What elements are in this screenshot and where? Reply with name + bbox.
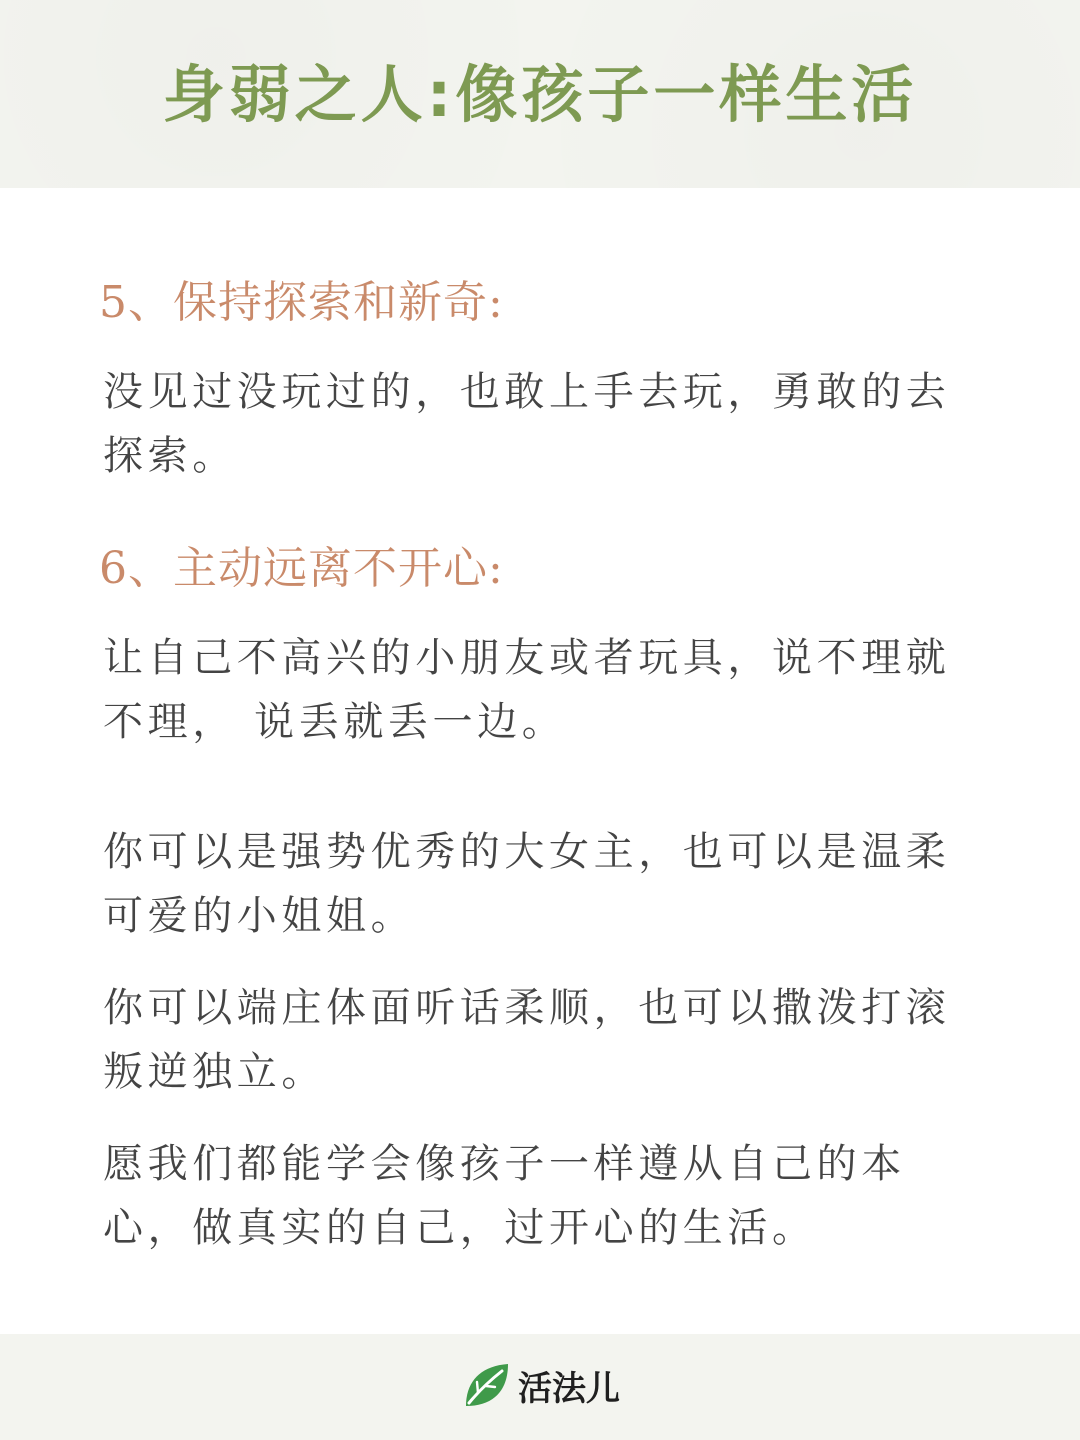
brand-logo bbox=[462, 1357, 620, 1413]
closing-paragraph-2: 你可以端庄体面听话柔顺，也可以撒泼打滚叛逆独立。 bbox=[103, 985, 951, 1095]
section-heading-5: 5、保持探索和新奇: bbox=[99, 277, 504, 328]
leaf-icon bbox=[462, 1360, 512, 1410]
footer-band bbox=[0, 1334, 1080, 1440]
section-text-6: 让自己不高兴的小朋友或者玩具，说不理就不理， 说丢就丢一边。 bbox=[103, 635, 951, 745]
closing-paragraph-3: 愿我们都能学会像孩子一样遵从自己的本心，做真实的自己，过开心的生活。 bbox=[103, 1141, 906, 1251]
article-body bbox=[99, 270, 983, 1260]
brand-name: 活法儿 bbox=[518, 1368, 620, 1409]
section-text-5: 没见过没玩过的，也敢上手去玩，勇敢的去探索。 bbox=[103, 369, 951, 479]
page-title: 身弱之人:像孩子一样生活 bbox=[162, 58, 918, 131]
section-heading-6: 6、主动远离不开心: bbox=[99, 543, 504, 594]
closing-paragraph-1: 你可以是强势优秀的大女主，也可以是温柔可爱的小姐姐。 bbox=[103, 829, 951, 939]
header-band bbox=[0, 0, 1080, 188]
